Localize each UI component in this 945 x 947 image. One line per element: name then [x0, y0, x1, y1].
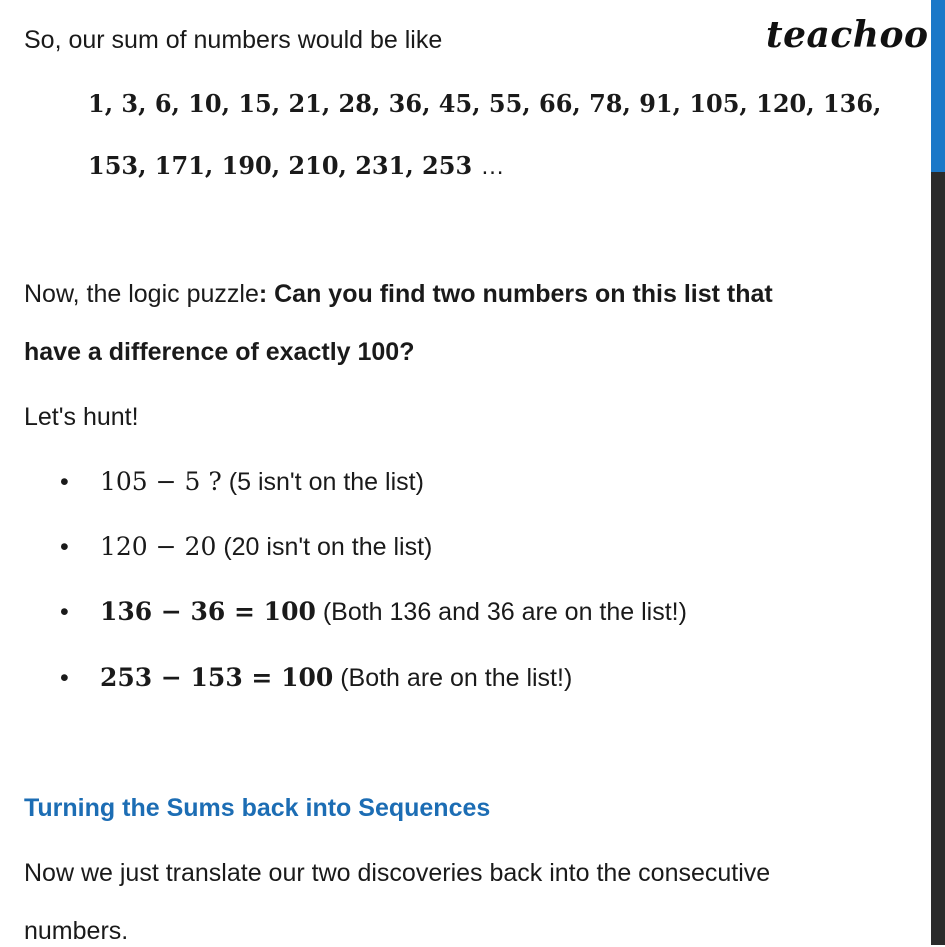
bullet-expression: 120 − 20: [100, 532, 217, 561]
list-item: [60, 596, 687, 628]
list-item: [60, 466, 424, 498]
list-item: [60, 662, 572, 694]
section-heading: Turning the Sums back into Sequences: [24, 794, 491, 822]
bullet-note: (Both are on the list!): [333, 664, 573, 692]
puzzle-question-part-1: : Can you find two numbers on this list that: [258, 280, 773, 308]
bullet-note: (5 isn't on the list): [221, 468, 424, 496]
bullet-expression: 253 − 153 = 100: [100, 663, 334, 692]
hunt-text: Let's hunt!: [24, 403, 139, 431]
closing-line-1: Now we just translate our two discoveries back into the consecutive: [24, 859, 771, 887]
bullet-note: (20 isn't on the list): [216, 533, 433, 561]
sequence-line-2: [88, 150, 505, 183]
puzzle-prefix: Now, the logic puzzle: [24, 280, 259, 308]
sequence-ellipsis: …: [480, 153, 505, 180]
closing-line-2: numbers.: [24, 917, 129, 945]
bullet-expression: 136 − 36 = 100: [100, 597, 316, 626]
puzzle-question-part-2: have a difference of exactly 100?: [24, 338, 415, 366]
bullet-icon: •: [60, 533, 69, 561]
list-item: [60, 531, 432, 563]
intro-text: So, our sum of numbers would be like: [24, 26, 443, 54]
sequence-line-1: 1, 3, 6, 10, 15, 21, 28, 36, 45, 55, 66, 78, 91, 105, 120, 136,: [88, 89, 882, 118]
bullet-expression: 105 − 5 ?: [100, 467, 222, 496]
bullet-icon: •: [60, 468, 69, 496]
puzzle-line-1: [24, 278, 773, 310]
bullet-icon: •: [60, 664, 69, 692]
bullet-icon: •: [60, 598, 69, 626]
sequence-line-2-numbers: 153, 171, 190, 210, 231, 253: [88, 151, 473, 180]
scroll-thumb[interactable]: [931, 0, 945, 172]
teachoo-logo: teachoo: [766, 14, 929, 56]
bullet-note: (Both 136 and 36 are on the list!): [315, 598, 687, 626]
puzzle-line-2: [24, 336, 414, 368]
scrollbar[interactable]: [931, 0, 945, 945]
